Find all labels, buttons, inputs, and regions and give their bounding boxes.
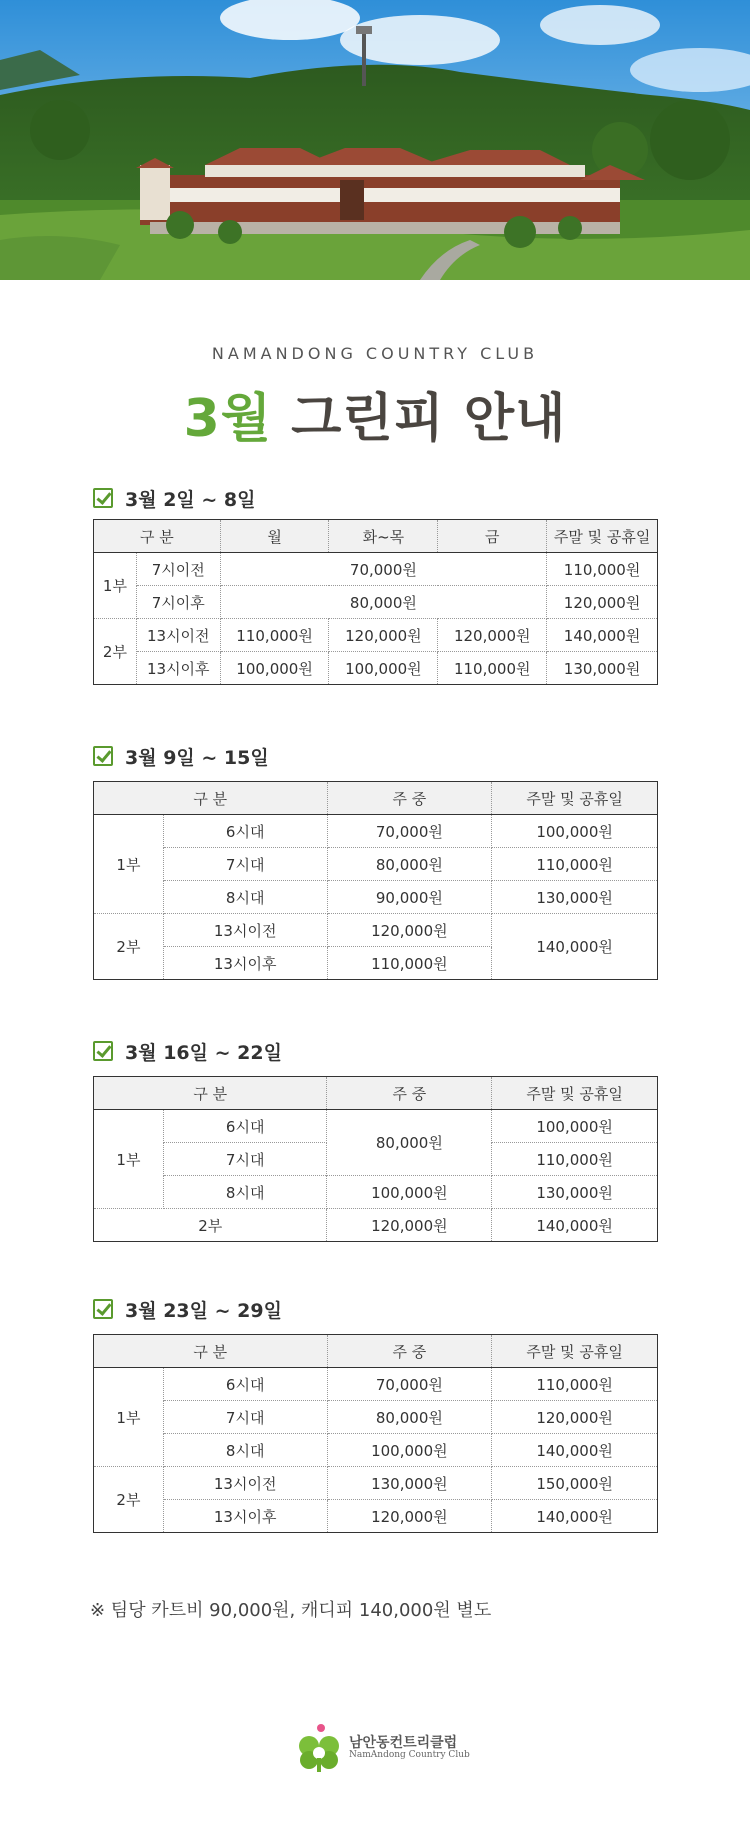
row-label: 8시대	[163, 881, 327, 914]
table-row	[94, 586, 658, 619]
table-row	[94, 652, 658, 685]
checkbox-icon	[93, 488, 113, 508]
weekend-fee: 110,000원	[492, 1143, 658, 1176]
table-row	[94, 553, 658, 586]
table-header-row	[94, 1335, 658, 1368]
checkbox-icon	[93, 1299, 113, 1319]
weekend-fee: 130,000원	[492, 1176, 658, 1209]
weekday-fee: 80,000원	[220, 586, 546, 619]
weekday-fee: 100,000원	[327, 1434, 492, 1467]
table-row	[94, 881, 658, 914]
section-3-heading	[93, 1037, 282, 1065]
weekday-fee: 70,000원	[327, 1368, 492, 1401]
weekday-fee: 70,000원	[327, 815, 492, 848]
weekday-fee: 120,000원	[327, 914, 492, 947]
part-2-label: 2부	[94, 619, 137, 685]
weekend-fee: 120,000원	[547, 586, 658, 619]
weekend-fee: 140,000원	[492, 914, 658, 980]
fee-note: ※ 팀당 카트비 90,000원, 캐디피 140,000원 별도	[90, 1600, 492, 1621]
col-header-weekend: 주말 및 공휴일	[492, 1335, 658, 1368]
part-2-label: 2부	[94, 1467, 164, 1533]
row-label: 13시이전	[136, 619, 220, 652]
weekend-fee: 140,000원	[492, 1500, 658, 1533]
club-logo	[295, 1722, 470, 1774]
col-header-mon: 월	[220, 520, 329, 553]
col-header-weekend: 주말 및 공휴일	[492, 782, 658, 815]
weekday-fee: 80,000원	[327, 1401, 492, 1434]
col-header-category: 구 분	[94, 1335, 328, 1368]
checkbox-icon	[93, 746, 113, 766]
table-row	[94, 1368, 658, 1401]
row-label: 6시대	[163, 815, 327, 848]
weekend-fee: 140,000원	[492, 1209, 658, 1242]
row-label: 13시이후	[163, 947, 327, 980]
section-1-heading	[93, 484, 256, 512]
col-header-category: 구 분	[94, 782, 328, 815]
part-2-label: 2부	[94, 1209, 327, 1242]
row-label: 7시대	[163, 848, 327, 881]
table-row	[94, 1110, 658, 1143]
table-header-row	[94, 782, 658, 815]
weekday-fee: 90,000원	[327, 881, 492, 914]
part-1-label: 1부	[94, 1368, 164, 1467]
checkbox-icon	[93, 1041, 113, 1061]
row-label: 13시이후	[163, 1500, 327, 1533]
mon-fee: 100,000원	[220, 652, 329, 685]
table-row	[94, 848, 658, 881]
col-header-weekday: 주 중	[327, 1335, 492, 1368]
row-label: 13시이전	[163, 914, 327, 947]
row-label: 13시이후	[136, 652, 220, 685]
col-header-weekend: 주말 및 공휴일	[547, 520, 658, 553]
row-label: 6시대	[163, 1110, 327, 1143]
part-2-label: 2부	[94, 914, 164, 980]
weekday-fee: 70,000원	[220, 553, 546, 586]
section-3-title: 3월 16일 ~ 22일	[125, 1041, 282, 1064]
row-label: 7시이후	[136, 586, 220, 619]
table-row	[94, 1209, 658, 1242]
weekday-fee: 80,000원	[327, 848, 492, 881]
table-row	[94, 914, 658, 947]
table-row	[94, 1401, 658, 1434]
weekend-fee: 110,000원	[547, 553, 658, 586]
col-header-fri: 금	[438, 520, 547, 553]
section-1-title: 3월 2일 ~ 8일	[125, 488, 256, 511]
row-label: 13시이전	[163, 1467, 327, 1500]
weekday-fee: 120,000원	[327, 1209, 492, 1242]
clover-logo-icon	[295, 1722, 343, 1774]
weekday-fee: 100,000원	[327, 1176, 492, 1209]
weekday-fee: 120,000원	[327, 1500, 492, 1533]
part-1-label: 1부	[94, 553, 137, 619]
page-title	[0, 376, 750, 451]
col-header-weekend: 주말 및 공휴일	[492, 1077, 658, 1110]
weekend-fee: 130,000원	[492, 881, 658, 914]
weekend-fee: 100,000원	[492, 815, 658, 848]
hero-clubhouse-photo	[0, 0, 750, 280]
weekend-fee: 110,000원	[492, 848, 658, 881]
fri-fee: 120,000원	[438, 619, 547, 652]
section-2-title: 3월 9일 ~ 15일	[125, 746, 269, 769]
logo-korean-name: 남안동컨트리클럽	[349, 1734, 458, 1751]
weekend-fee: 100,000원	[492, 1110, 658, 1143]
table-row	[94, 1467, 658, 1500]
part-1-label: 1부	[94, 1110, 164, 1209]
weekend-fee: 140,000원	[547, 619, 658, 652]
col-header-category: 구 분	[94, 520, 221, 553]
table-header-row	[94, 520, 658, 553]
table-row	[94, 619, 658, 652]
table-row	[94, 1434, 658, 1467]
fee-table-4	[93, 1334, 658, 1533]
section-4-title: 3월 23일 ~ 29일	[125, 1299, 282, 1322]
row-label: 8시대	[163, 1176, 327, 1209]
weekend-fee: 140,000원	[492, 1434, 658, 1467]
table-row	[94, 1500, 658, 1533]
col-header-tue-thu: 화~목	[329, 520, 438, 553]
weekday-fee: 110,000원	[327, 947, 492, 980]
title-text: 그린피 안내	[272, 389, 567, 449]
row-label: 7시대	[163, 1143, 327, 1176]
col-header-weekday: 주 중	[327, 782, 492, 815]
logo-english-name: NamAndong Country Club	[349, 1749, 470, 1760]
part-1-label: 1부	[94, 815, 164, 914]
tue-thu-fee: 120,000원	[329, 619, 438, 652]
weekend-fee: 110,000원	[492, 1368, 658, 1401]
fee-table-3	[93, 1076, 658, 1242]
club-subtitle: NAMANDONG COUNTRY CLUB	[211, 344, 539, 363]
tue-thu-fee: 100,000원	[329, 652, 438, 685]
mon-fee: 110,000원	[220, 619, 329, 652]
row-label: 7시대	[163, 1401, 327, 1434]
section-4-heading	[93, 1295, 282, 1323]
table-row	[94, 815, 658, 848]
row-label: 8시대	[163, 1434, 327, 1467]
weekday-fee: 80,000원	[327, 1110, 492, 1176]
row-label: 6시대	[163, 1368, 327, 1401]
section-2-heading	[93, 742, 269, 770]
col-header-category: 구 분	[94, 1077, 327, 1110]
table-header-row	[94, 1077, 658, 1110]
title-month: 3월	[183, 389, 273, 449]
fee-table-1	[93, 519, 658, 685]
fri-fee: 110,000원	[438, 652, 547, 685]
weekend-fee: 120,000원	[492, 1401, 658, 1434]
fee-table-2	[93, 781, 658, 980]
weekend-fee: 130,000원	[547, 652, 658, 685]
weekday-fee: 130,000원	[327, 1467, 492, 1500]
col-header-weekday: 주 중	[327, 1077, 492, 1110]
weekend-fee: 150,000원	[492, 1467, 658, 1500]
row-label: 7시이전	[136, 553, 220, 586]
table-row	[94, 1176, 658, 1209]
